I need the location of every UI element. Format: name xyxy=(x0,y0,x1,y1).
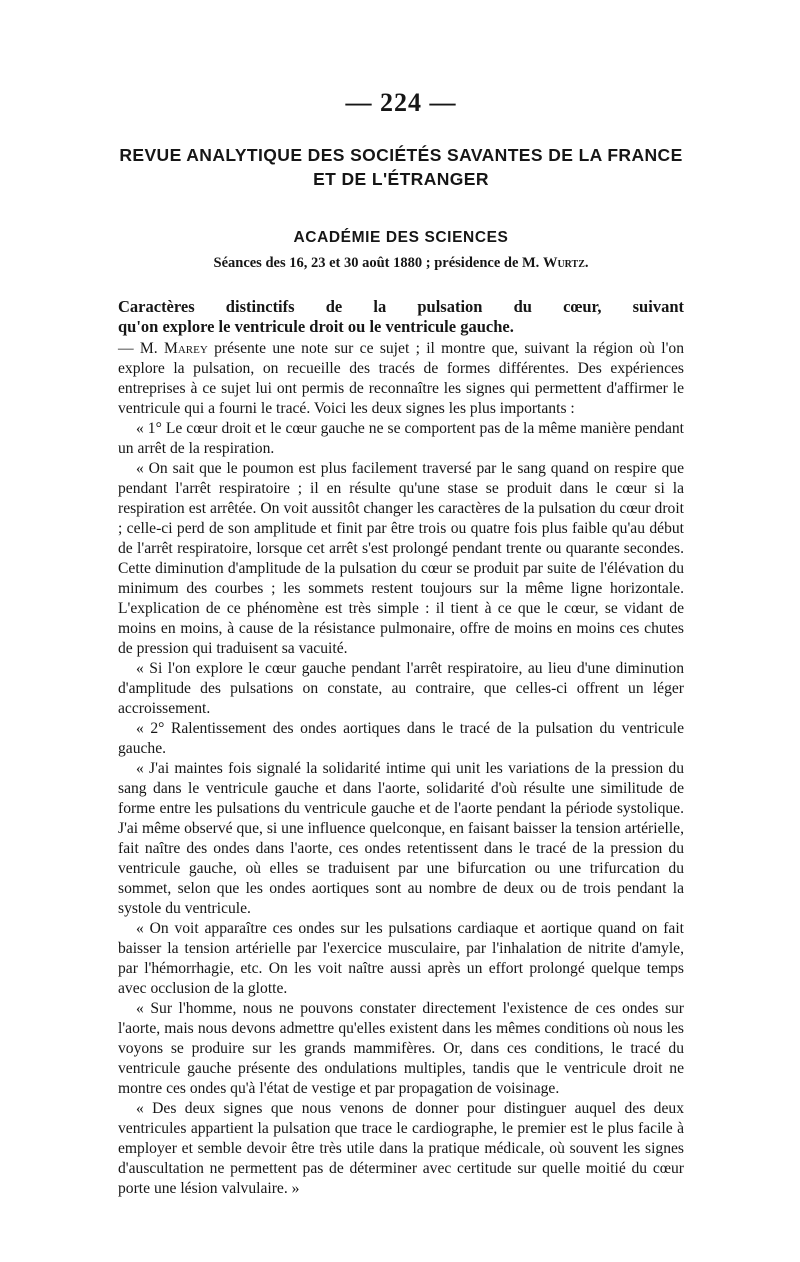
journal-subtitle: ET DE L'ÉTRANGER xyxy=(313,169,489,189)
paragraph: « On sait que le poumon est plus facilement traversé par le sang quand on respire que pendant l'arrêt respiratoire ; il en résulte qu'une stase se produit dans le cœur si la respiration est arrêtée. On voit aussitôt changer les caractères de la pulsation du cœur droit ; celle-ci perd de son amplitude et finit par être trois ou quatre fois plus faible qu'au début de l'arrêt respiratoire, lorsque cet arrêt s'est prolongé pendant trente ou quarante secondes. Cette diminution d'amplitude de la pulsation du cœur se produit par suite de l'élévation du minimum des courbes ; les sommets restent toujours sur la même ligne horizontale. L'explication de ce phénomène est très simple : il tient à ce que le cœur, se vidant de moins en moins, à cause de la résistance pulmonaire, offre de moins en moins ces chutes de pression qui traduisent sa vacuité. xyxy=(118,460,684,657)
author-name: Marey xyxy=(163,340,208,357)
article-heading-line-2: qu'on explore le ventricule droit ou le ventricule gauche. xyxy=(118,317,514,336)
article-heading-line-1: Caractères distinctifs de la pulsation du cœur, suivant xyxy=(118,297,684,316)
section-academy-heading: ACADÉMIE DES SCIENCES xyxy=(293,229,509,246)
paragraph: « 2° Ralentissement des ondes aortiques dans le tracé de la pulsation du ventricule gauche. xyxy=(118,720,684,757)
sessions-text: Séances des 16, 23 et 30 août 1880 ; présidence de M. xyxy=(213,255,540,271)
journal-title: REVUE ANALYTIQUE DES SOCIÉTÉS SAVANTES DE LA FRANCE xyxy=(119,145,683,165)
sessions-line xyxy=(118,254,684,273)
document-page xyxy=(118,88,684,1199)
paragraph: « Des deux signes que nous venons de donner pour distinguer auquel des deux ventricules appartient la pulsation que trace le cardiographe, le premier est le plus facile à employer et semble devoir être très utile dans la pratique médicale, où souvent les signes d'auscultation ne permettent pas de déterminer avec certitude sur quelle moitié du cœur porte une lésion valvulaire. » xyxy=(118,1100,684,1197)
paragraph: « 1° Le cœur droit et le cœur gauche ne se comportent pas de la même manière pendant un arrêt de la respiration. xyxy=(118,420,684,457)
paragraph: « Si l'on explore le cœur gauche pendant l'arrêt respiratoire, au lieu d'une diminution d'amplitude des pulsations on constate, au contraire, que celles-ci offrent un léger accroissement. xyxy=(118,660,684,717)
paragraph: « On voit apparaître ces ondes sur les pulsations cardiaque et aortique quand on fait baisser la tension artérielle par l'exercice musculaire, par l'inhalation de nitrite d'amyle, par l'hémorrhagie, etc. On les voit naître aussi après un effort prolongé quelque temps avec occlusion de la glotte. xyxy=(118,920,684,997)
paragraph-text: présente une note sur ce sujet ; il montre que, suivant la région où l'on explore la pulsation, on recueille des tracés de formes différentes. Des expériences entreprises à ce sujet lui ont permis de reconnaître les signes qui permettent d'affirmer le ventricule qui a fourni le tracé. Voici les deux signes les plus importants : xyxy=(118,340,685,417)
paragraph-intro xyxy=(118,339,684,419)
president-name: Wurtz. xyxy=(542,255,589,271)
page-number: — 224 — xyxy=(345,88,457,117)
author-prefix: — M. xyxy=(118,340,158,357)
paragraph: « Sur l'homme, nous ne pouvons constater directement l'existence de ces ondes sur l'aorte, mais nous devons admettre qu'elles existent dans les mêmes conditions où nous les voyons se produire sur les grands mammifères. Or, dans ces conditions, le tracé du ventricule gauche présente des ondulations multiples, tandis que le ventricule droit ne montre ces ondes qu'à l'état de vestige et par propagation de voisinage. xyxy=(118,1000,684,1097)
paragraph: « J'ai maintes fois signalé la solidarité intime qui unit les variations de la pression du sang dans le ventricule gauche et dans l'aorte, solidarité d'où résulte une similitude de forme entre les pulsations du ventricule gauche et de l'aorte pendant la période systolique. J'ai même observé que, si une influence quelconque, en faisant baisser la tension artérielle, fait naître des ondes dans l'aorte, ces ondes retentissent dans le tracé de la pression du ventricule gauche, où elles se traduisent par une bifurcation ou une trifurcation du sommet, selon que les ondes aortiques sont au nombre de deux ou de trois pendant la systole du ventricule. xyxy=(118,760,684,917)
